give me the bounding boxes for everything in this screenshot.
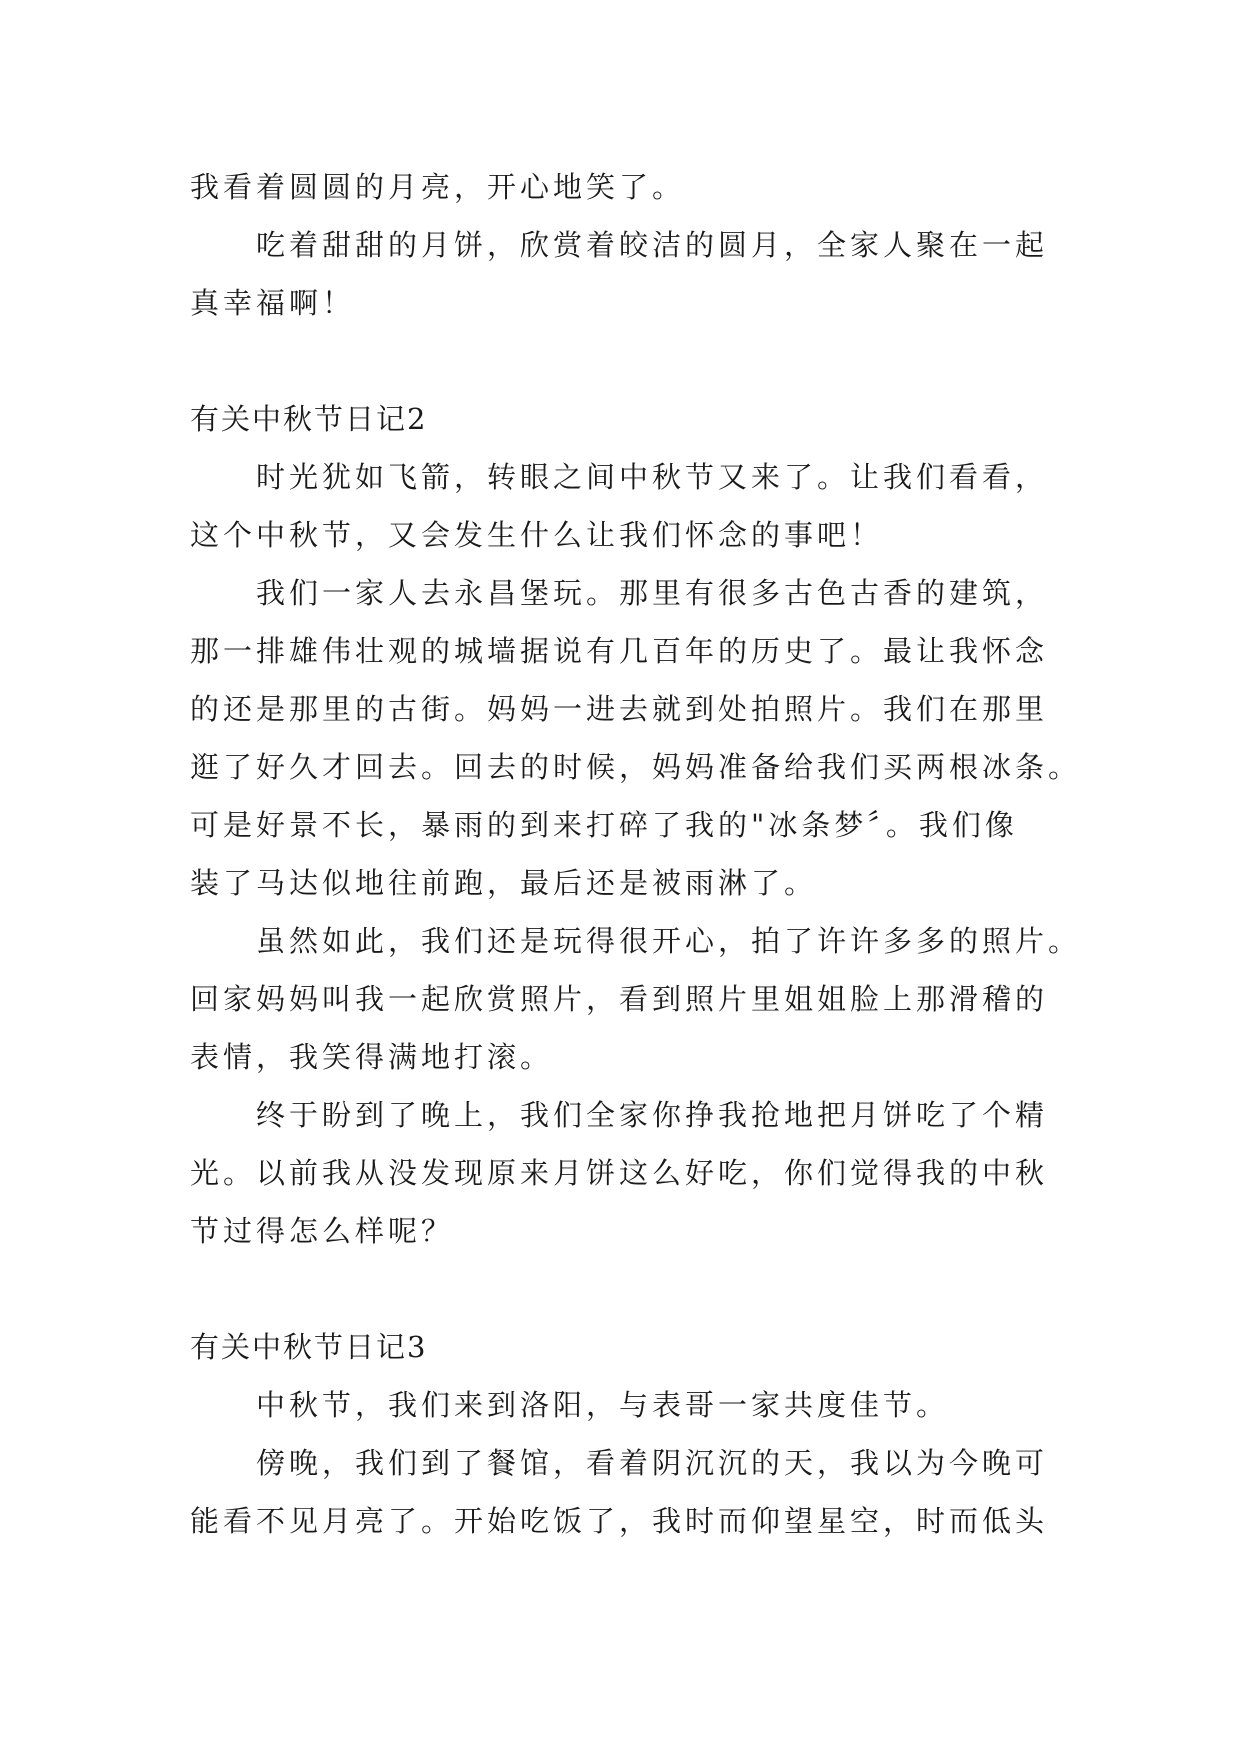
paragraph-line: 这个中秋节，又会发生什么让我们怀念的事吧！ bbox=[190, 518, 884, 552]
section-heading: 有关中秋节日记3 bbox=[190, 1330, 428, 1364]
paragraph-line: 我们一家人去永昌堡玩。那里有很多古色古香的建筑， bbox=[256, 576, 1049, 610]
document-body bbox=[190, 158, 1082, 1550]
paragraph-line: 逛了好久才回去。回去的时候，妈妈准备给我们买两根冰条。 bbox=[190, 750, 1082, 784]
paragraph-line: 节过得怎么样呢？ bbox=[190, 1214, 455, 1248]
paragraph-line: 回家妈妈叫我一起欣赏照片，看到照片里姐姐脸上那滑稽的 bbox=[190, 982, 1049, 1016]
paragraph-line: 表情，我笑得满地打滚。 bbox=[190, 1040, 554, 1074]
paragraph-line: 可是好景不长，暴雨的到来打碎了我的"冰条梦〞。我们像 bbox=[190, 808, 1018, 842]
section-heading: 有关中秋节日记2 bbox=[190, 402, 428, 436]
paragraph-line: 那一排雄伟壮观的城墙据说有几百年的历史了。最让我怀念 bbox=[190, 634, 1049, 668]
paragraph-line: 傍晚，我们到了餐馆，看着阴沉沉的天，我以为今晚可 bbox=[256, 1446, 1049, 1480]
paragraph-line: 我看着圆圆的月亮，开心地笑了。 bbox=[190, 170, 686, 204]
paragraph-line: 中秋节，我们来到洛阳，与表哥一家共度佳节。 bbox=[256, 1388, 950, 1422]
paragraph-line: 终于盼到了晚上，我们全家你挣我抢地把月饼吃了个精 bbox=[256, 1098, 1049, 1132]
paragraph-line: 装了马达似地往前跑，最后还是被雨淋了。 bbox=[190, 866, 818, 900]
paragraph-line: 光。以前我从没发现原来月饼这么好吃，你们觉得我的中秋 bbox=[190, 1156, 1049, 1190]
paragraph-line: 虽然如此，我们还是玩得很开心，拍了许许多多的照片。 bbox=[256, 924, 1082, 958]
paragraph-line: 时光犹如飞箭，转眼之间中秋节又来了。让我们看看， bbox=[256, 460, 1049, 494]
paragraph-line: 吃着甜甜的月饼，欣赏着皎洁的圆月，全家人聚在一起 bbox=[256, 228, 1049, 262]
section-spacer bbox=[190, 332, 1060, 390]
paragraph-line: 的还是那里的古街。妈妈一进去就到处拍照片。我们在那里 bbox=[190, 692, 1049, 726]
paragraph-line: 能看不见月亮了。开始吃饭了，我时而仰望星空，时而低头 bbox=[190, 1504, 1049, 1538]
section-spacer bbox=[190, 1260, 1060, 1318]
paragraph-line: 真幸福啊！ bbox=[190, 286, 356, 320]
